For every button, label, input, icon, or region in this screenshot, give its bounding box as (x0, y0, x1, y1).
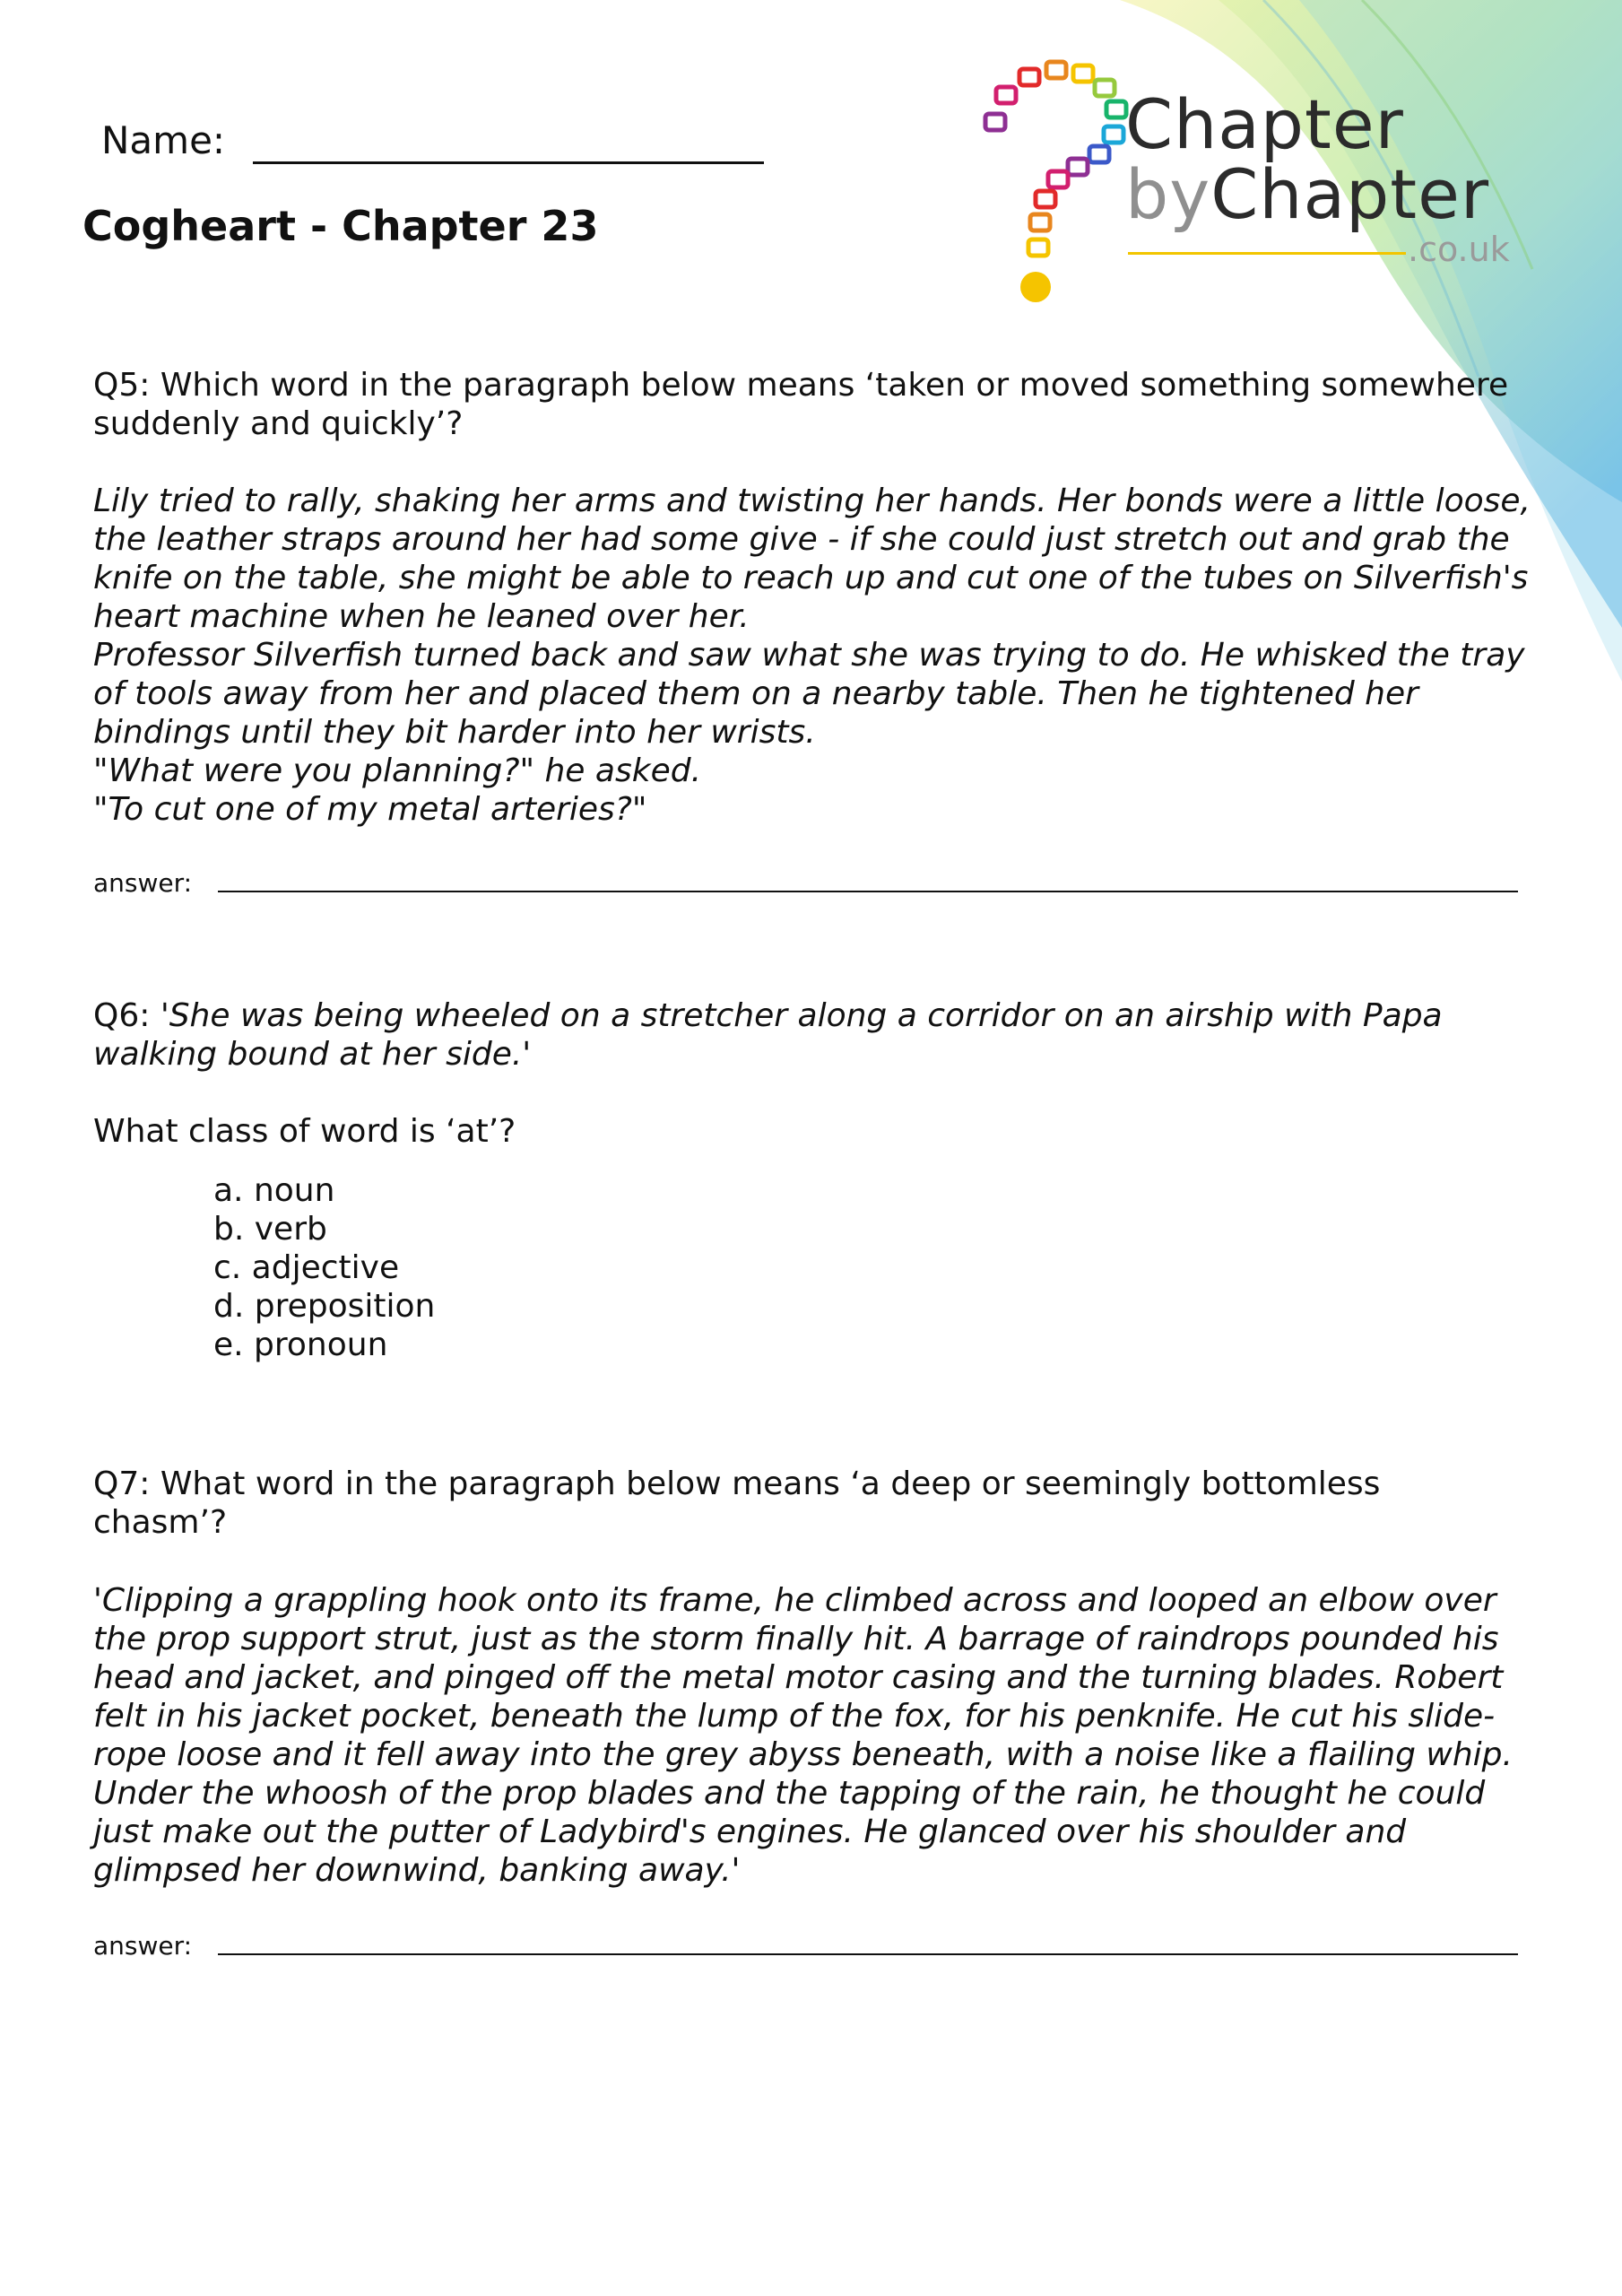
logo-book (1019, 69, 1039, 85)
logo-line-chapter: Chapter (1125, 84, 1404, 164)
q7-answer-label: answer: (93, 1931, 193, 1961)
q6-option: d. preposition (213, 1288, 436, 1325)
q6-option: c. adjective (213, 1249, 400, 1286)
q6-quote: 'She was being wheeled on a stretcher along a corridor on an airship with Papa walking bound at her side.' (93, 997, 1443, 1073)
q5-passage-paragraph: Lily tried to rally, shaking her arms and twisting her hands. Her bonds were a little loose, the leather straps around her had some give - if she could just stretch out and grab the knife on the table, she might be able to reach up and cut one of the tubes on Silverfish's heart machine when he leaned over her. (93, 483, 1531, 635)
q6-option: b. verb (213, 1211, 327, 1248)
logo-chapter: Chapter (1210, 154, 1490, 234)
logo-book (1104, 126, 1123, 143)
q7-passage: 'Clipping a grappling hook onto its frame, he climbed across and looped an elbow over the prop support strut, just as the storm finally hit. A barrage of raindrops pounded his head and jacket, and pinged off the metal motor casing and the turning blades. Robert felt in his jacket pocket, beneath the lump of the fox, for his penknife. He cut his slide-rope loose and it fell away into the grey abyss beneath, with a noise like a flailing whip. Under the whoosh of the prop blades and the tapping of the rain, he thought he could just make out the putter of Ladybird's engines. He glanced over his shoulder and glimpsed her downwind, banking away.' (93, 1582, 1513, 1889)
q7-prompt: Q7: What word in the paragraph below means ‘a deep or seemingly bottomless chasm’? (93, 1465, 1381, 1541)
logo-line-bychapter (1125, 154, 1490, 234)
q6-option: e. pronoun (213, 1326, 388, 1363)
q5-passage-paragraph: Professor Silverfish turned back and saw what she was trying to do. He whisked the tray of tools away from her and placed them on a nearby table. Then he tightened her bindings until they bit harder into her wrists. (93, 637, 1525, 751)
logo-book (1030, 214, 1050, 230)
logo-wordmark (1125, 84, 1490, 234)
logo-underline (1128, 252, 1406, 255)
q6-question: What class of word is ‘at’? (93, 1113, 516, 1150)
q6-options (213, 1171, 435, 1364)
q7-answer-line[interactable] (218, 1953, 1518, 1955)
logo-book (1106, 101, 1126, 117)
logo-dot (1020, 272, 1051, 302)
page-title: Cogheart - Chapter 23 (82, 202, 599, 250)
logo-by: by (1125, 154, 1211, 234)
logo-domain-suffix: .co.uk (1408, 230, 1510, 269)
logo-book (1073, 65, 1093, 82)
logo-book (1048, 171, 1068, 187)
logo-book (1089, 146, 1109, 162)
q5-answer-label: answer: (93, 868, 193, 898)
logo-book (1028, 239, 1048, 256)
name-label: Name: (101, 118, 226, 162)
q6-prompt (93, 996, 1528, 1074)
q5-prompt: Q5: Which word in the paragraph below means ‘taken or moved something somewhere suddenly and quickly’? (93, 367, 1509, 442)
q5-answer-line[interactable] (218, 891, 1518, 892)
q5-passage-line: "To cut one of my metal arteries?" (93, 791, 647, 828)
logo-book (996, 87, 1016, 103)
q6-option: a. noun (213, 1172, 335, 1209)
q6-label: Q6: (93, 997, 160, 1034)
logo-book (985, 114, 1005, 130)
logo-book (1068, 159, 1088, 175)
q5-passage-line: "What were you planning?" he asked. (93, 752, 702, 789)
logo-book (1095, 80, 1115, 96)
q5-passage (93, 482, 1546, 829)
logo-book (1046, 62, 1066, 78)
logo-book (1036, 191, 1055, 207)
name-field-line[interactable] (253, 161, 764, 164)
